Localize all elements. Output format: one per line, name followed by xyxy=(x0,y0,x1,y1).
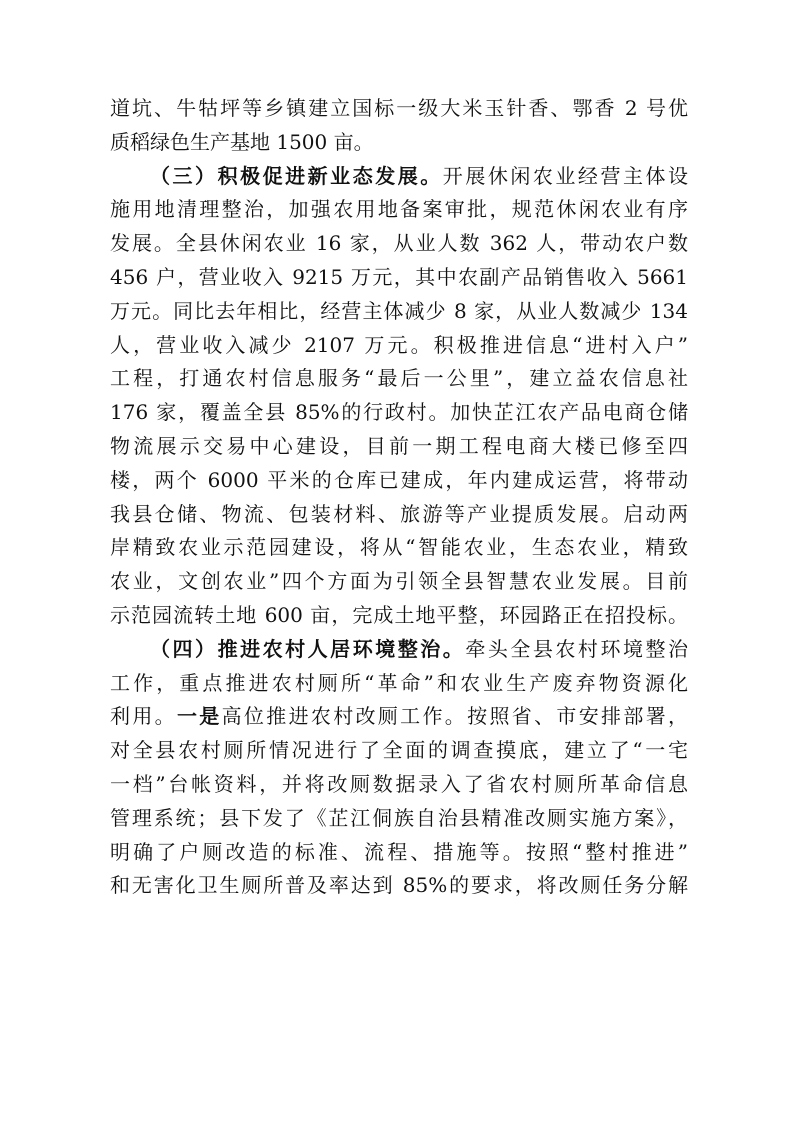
text-line xyxy=(110,396,688,430)
text-line xyxy=(110,667,688,701)
text-span: 一档”台帐资料，并将改厕数据录入了省农村厕所革命信息 xyxy=(110,771,688,796)
section-heading: （四）推进农村人居环境整治。 xyxy=(150,636,466,661)
text-line xyxy=(110,261,688,295)
text-line xyxy=(110,836,688,870)
text-span: 岸精致农业示范园建设，将从“智能农业，生态农业，精致 xyxy=(110,535,688,560)
section-heading-line xyxy=(110,633,688,667)
text-span: 工程，打通农村信息服务“最后一公里”，建立益农信息社 xyxy=(110,366,688,391)
text-span: 示范园流转土地 600 亩，完成土地平整，环园路正在招投标。 xyxy=(110,602,688,627)
text-span: 456 户，营业收入 9215 万元，其中农副产品销售收入 5661 xyxy=(110,264,688,289)
text-span: 开展休闲农业经营主体设 xyxy=(442,163,689,188)
section-heading: （三）积极促进新业态发展。 xyxy=(150,163,443,188)
text-span: 楼，两个 6000 平米的仓库已建成，年内建成运营，将带动 xyxy=(110,467,688,492)
text-span: 管理系统；县下发了《芷江侗族自治县精准改厕实施方案》， xyxy=(110,805,688,830)
text-line xyxy=(110,464,688,498)
text-line xyxy=(110,565,688,599)
text-span: 施用地清理整治，加强农用地备案审批，规范休闲农业有序 xyxy=(110,197,688,222)
text-span: 物流展示交易中心建设，目前一期工程电商大楼已修至四 xyxy=(110,433,688,458)
text-line xyxy=(110,329,688,363)
text-span: 发展。全县休闲农业 16 家，从业人数 362 人，带动农户数 xyxy=(110,231,688,256)
text-span: 道坑、牛牯坪等乡镇建立国标一级大米玉针香、鄂香 2 号优 xyxy=(110,96,688,120)
text-span: 和无害化卫生厕所普及率达到 85%的要求，将改厕任务分解 xyxy=(110,873,688,898)
text-line xyxy=(110,802,688,836)
text-span: 明确了户厕改造的标准、流程、措施等。按照“整村推进” xyxy=(110,839,688,864)
text-line xyxy=(110,768,688,802)
text-span: 我县仓储、物流、包装材料、旅游等产业提质发展。启动两 xyxy=(110,501,688,526)
text-line xyxy=(110,734,688,768)
text-span: 农业，文创农业”四个方面为引领全县智慧农业发展。目前 xyxy=(110,569,688,594)
text-line xyxy=(110,362,688,396)
text-line xyxy=(110,92,688,126)
section-heading-line xyxy=(110,160,688,194)
text-line xyxy=(110,295,688,329)
text-span: 质稻绿色生产基地 1500 亩。 xyxy=(110,129,374,154)
text-span: 工作，重点推进农村厕所“革命”和农业生产废弃物资源化 xyxy=(110,670,688,695)
text-line xyxy=(110,700,688,734)
emphasis-label: 一是 xyxy=(176,704,222,729)
text-span: 高位推进农村改厕工作。按照省、市安排部署， xyxy=(221,704,689,729)
text-line xyxy=(110,227,688,261)
text-span: 利用。 xyxy=(110,704,177,729)
text-span: 对全县农村厕所情况进行了全面的调查摸底，建立了“一宅 xyxy=(110,738,688,763)
text-line xyxy=(110,430,688,464)
text-line xyxy=(110,869,688,903)
text-span: 176 家，覆盖全县 85%的行政村。加快芷江农产品电商仓储 xyxy=(110,400,688,425)
text-line xyxy=(110,126,688,160)
text-span: 万元。同比去年相比，经营主体减少 8 家，从业人数减少 134 xyxy=(110,298,688,323)
text-span: 牵头全县农村环境整治 xyxy=(465,636,689,661)
text-line xyxy=(110,498,688,532)
text-line xyxy=(110,599,688,633)
text-span: 人，营业收入减少 2107 万元。积极推进信息“进村入户” xyxy=(110,332,688,357)
body-text xyxy=(110,92,688,903)
text-line xyxy=(110,531,688,565)
text-line xyxy=(110,193,688,227)
